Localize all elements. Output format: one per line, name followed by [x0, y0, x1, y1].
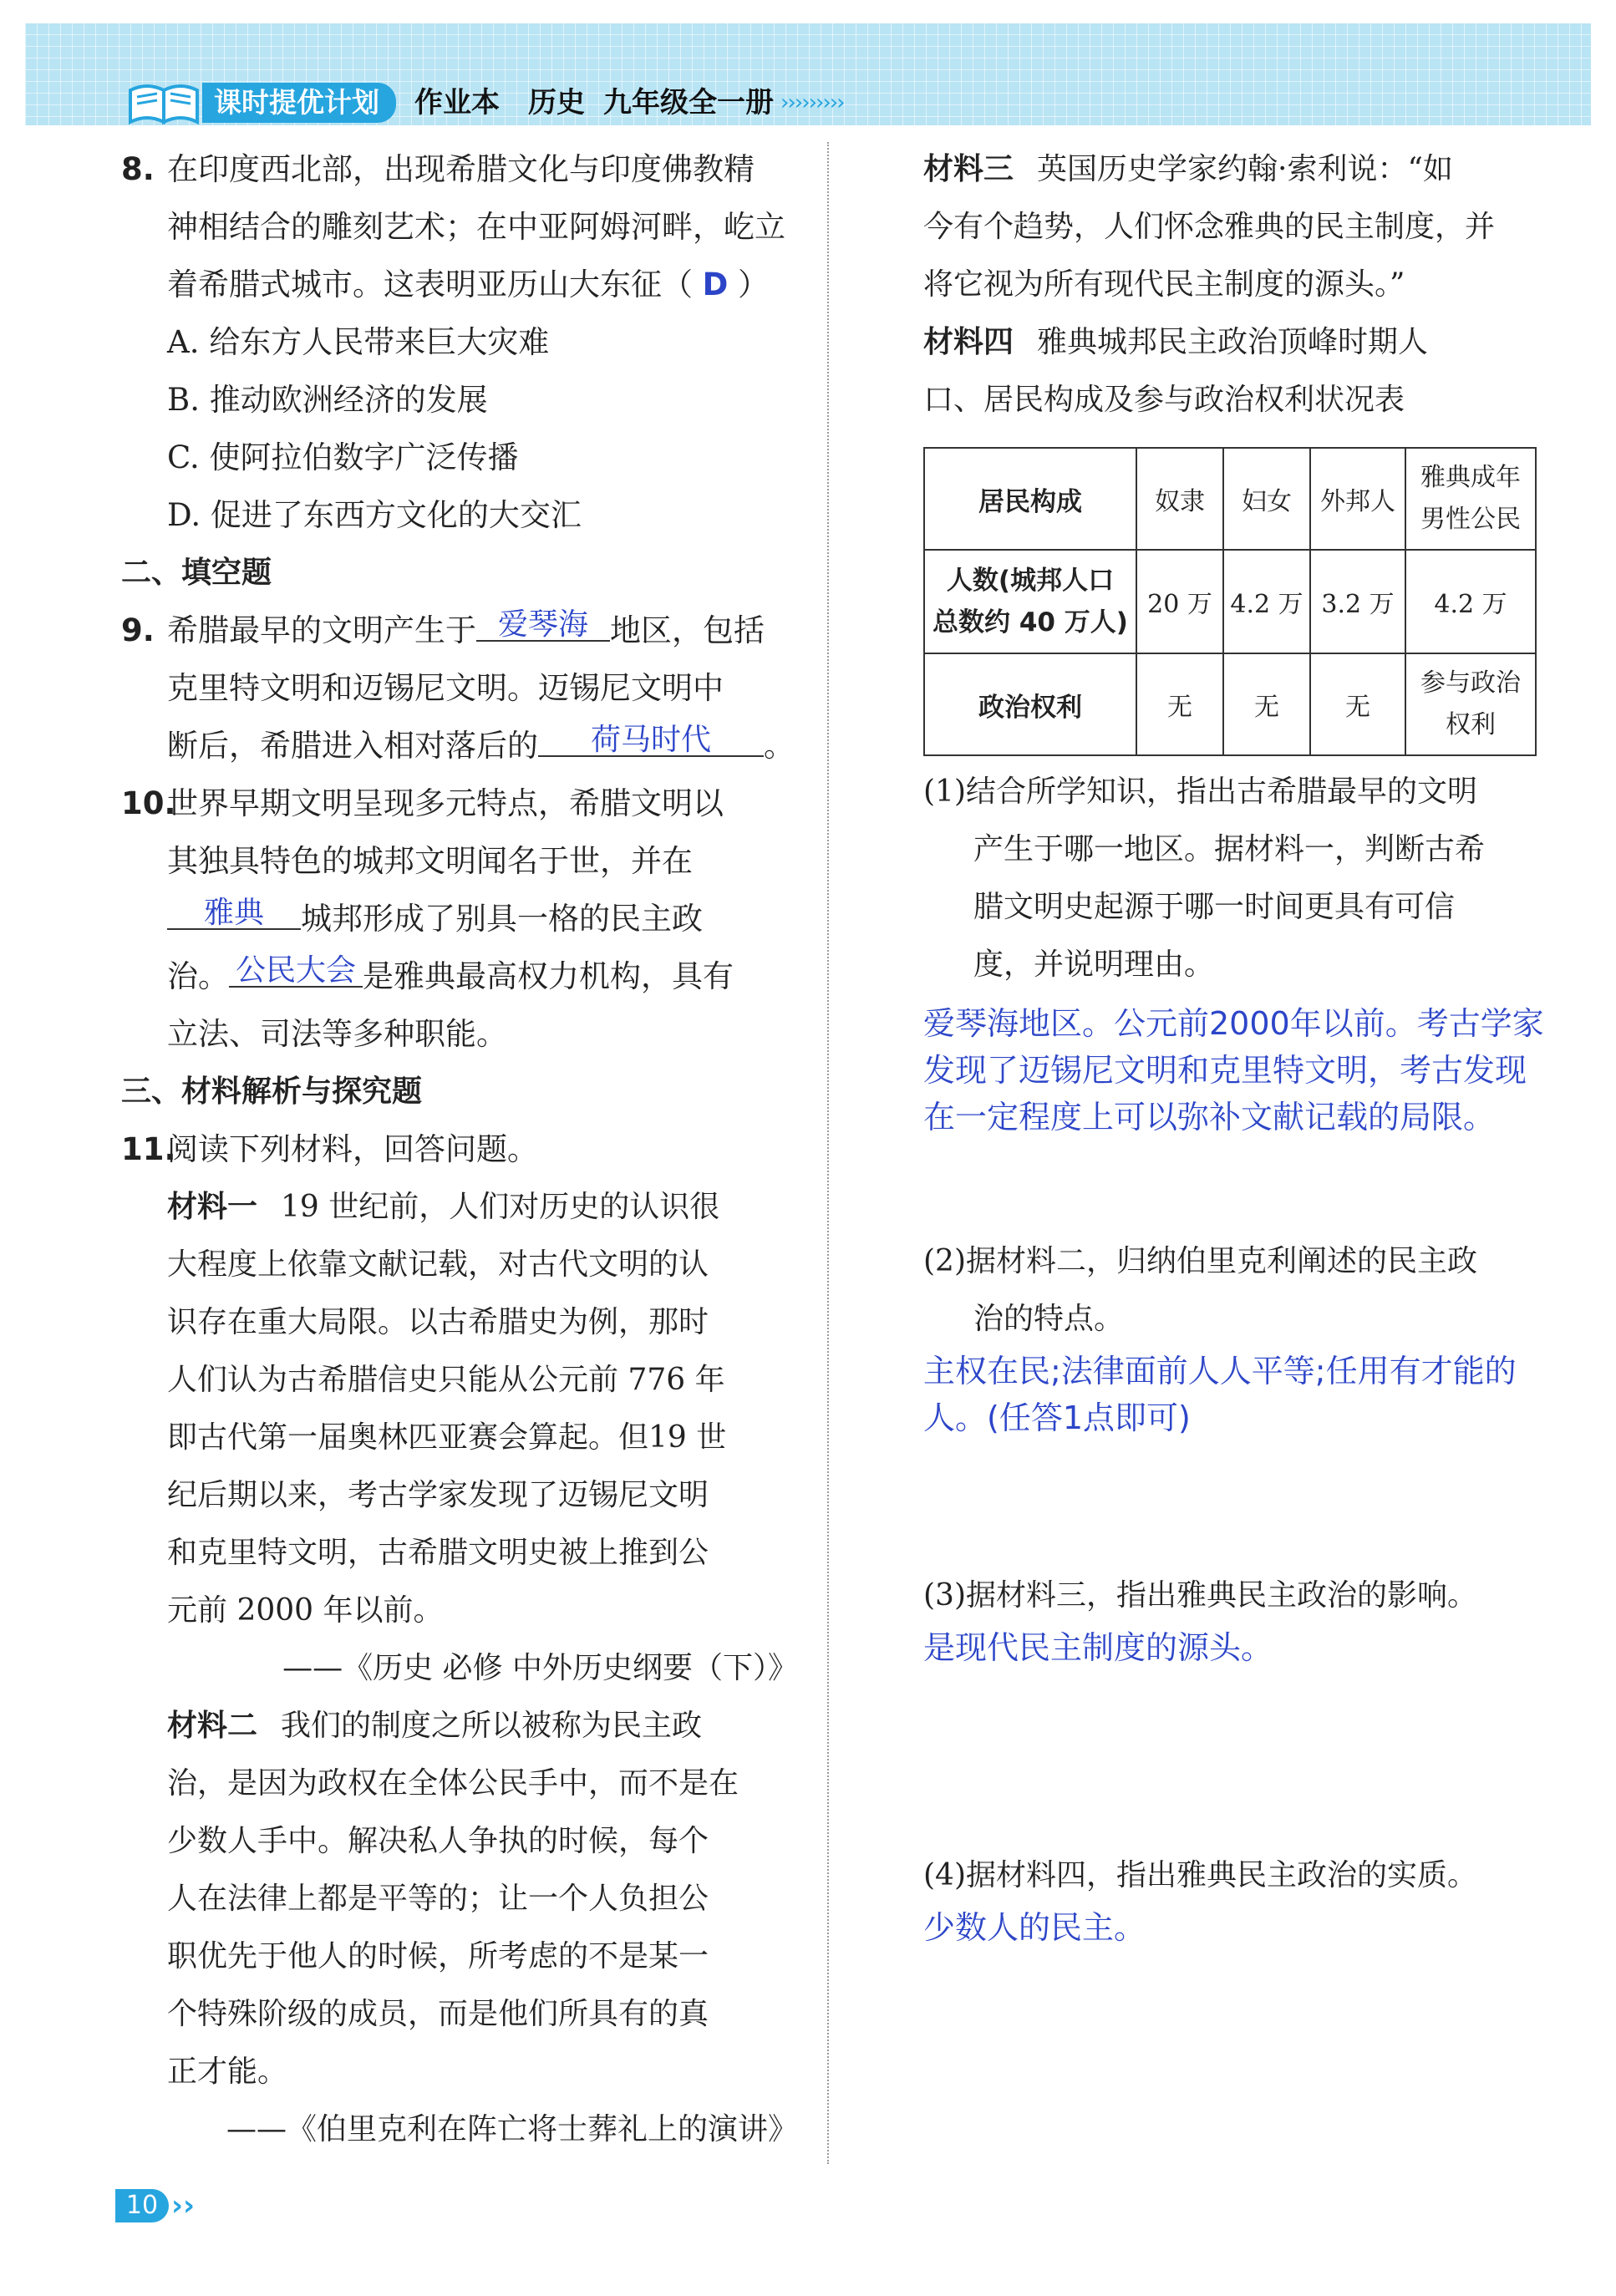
- page-number-chevrons: ››: [171, 2189, 196, 2222]
- handwritten-answer: 人。(任答1点即可): [923, 1399, 1191, 1436]
- material-text: 正才能。: [167, 2055, 288, 2089]
- sub-question-4: [923, 1846, 1575, 1951]
- question-text: 阅读下列材料，回答问题。: [167, 1131, 538, 1167]
- question-8: [121, 140, 798, 544]
- material-label: 材料三: [923, 152, 1014, 186]
- sub-question-text: 产生于哪一地区。据材料一，判断古希: [973, 832, 1486, 866]
- fill-blank: [476, 602, 610, 642]
- cell-line: 人数(城邦人口: [946, 566, 1115, 596]
- sub-question-1: [923, 763, 1575, 1140]
- question-text: 立法、司法等多种职能。: [167, 1016, 507, 1052]
- fill-blank: [538, 717, 764, 757]
- table-cell: 无: [1223, 653, 1310, 755]
- question-number: 11.: [121, 1131, 176, 1167]
- section-heading-fill-in: 二、填空题: [121, 556, 272, 590]
- material-source: ——《伯里克利在阵亡将士葬礼上的演讲》: [226, 2112, 798, 2146]
- handwritten-answer: 主权在民;法律面前人人平等;任用有才能的: [923, 1353, 1517, 1389]
- blank-answer: 雅典: [203, 896, 264, 930]
- material-text: 和克里特文明，古希腊文明史被上推到公: [167, 1536, 709, 1570]
- table-row: [924, 448, 1536, 550]
- subject-label: 历史: [528, 86, 585, 119]
- table-header-cell: 奴隶: [1136, 448, 1223, 550]
- blank-answer: 荷马时代: [590, 723, 711, 757]
- question-text: 神相结合的雕刻艺术；在中亚阿姆河畔，屹立: [167, 209, 785, 245]
- section-heading-material-analysis: 三、材料解析与探究题: [121, 1074, 423, 1109]
- material-text: 纪后期以来，考古学家发现了迈锡尼文明: [167, 1478, 709, 1512]
- question-11-materials: [121, 1120, 798, 2158]
- question-9: [121, 602, 798, 775]
- material-text: 大程度上依靠文献记载，对古代文明的认: [167, 1247, 709, 1282]
- book-type: 作业本: [414, 86, 500, 119]
- table-header-cell: [1405, 448, 1536, 550]
- table-row-header: 政治权利: [924, 653, 1136, 755]
- material-source: ——《历史 必修 中外历史纲要（下）》: [282, 1651, 798, 1685]
- table-header-cell: 外邦人: [1310, 448, 1405, 550]
- table-cell: 无: [1310, 653, 1405, 755]
- sub-question-text: (3)据材料三，指出雅典民主政治的影响。: [923, 1578, 1477, 1613]
- table-row: [924, 550, 1536, 653]
- page-number: 10: [115, 2189, 169, 2222]
- handwritten-answer: 少数人的民主。: [923, 1909, 1146, 1946]
- table-cell: 3.2 万: [1310, 550, 1405, 653]
- cell-line: 参与政治: [1420, 668, 1521, 698]
- material-text: 治，是因为政权在全体公民手中，而不是在: [167, 1766, 739, 1801]
- material-text: 人们认为古希腊信史只能从公元前 776 年: [167, 1363, 725, 1397]
- right-column: [923, 140, 1575, 1951]
- table-cell: 20 万: [1136, 550, 1223, 653]
- material-text: 少数人手中。解决私人争执的时候，每个: [167, 1824, 709, 1858]
- table-header-cell: 居民构成: [924, 448, 1136, 550]
- question-text: 着希腊式城市。这表明亚历山大东征（: [167, 267, 693, 302]
- question-number: 8.: [121, 151, 155, 187]
- question-number: 9.: [121, 612, 155, 648]
- header-title-bar: [125, 84, 1011, 122]
- fill-blank: [229, 947, 363, 988]
- question-text: 希腊最早的文明产生于: [167, 612, 476, 648]
- page-header: [0, 0, 1616, 125]
- brand-label: 课时提优计划: [202, 83, 396, 123]
- material-label: 材料一: [167, 1190, 258, 1224]
- question-text: 。: [764, 728, 795, 764]
- population-table: [923, 447, 1537, 756]
- question-10: [121, 775, 798, 1063]
- grade-label: 九年级全一册: [603, 86, 774, 119]
- sub-question-2: [923, 1232, 1575, 1441]
- material-label: 材料四: [923, 325, 1014, 359]
- material-text: 元前 2000 年以前。: [167, 1593, 444, 1628]
- question-text: 是雅典最高权力机构，具有: [363, 958, 734, 994]
- paren-close: ）: [738, 267, 769, 302]
- sub-question-text: 治的特点。: [973, 1302, 1125, 1336]
- material-text: 今有个趋势，人们怀念雅典的民主制度，并: [923, 210, 1496, 244]
- question-text: 克里特文明和迈锡尼文明。迈锡尼文明中: [167, 670, 724, 706]
- cell-line: 权利: [1446, 710, 1496, 739]
- material-text: 即古代第一届奥林匹亚赛会算起。但19 世: [167, 1420, 727, 1455]
- material-text: 英国历史学家约翰·索利说：“如: [1037, 152, 1453, 186]
- material-text: 职优先于他人的时候，所考虑的不是某一: [167, 1939, 709, 1973]
- material-text: 识存在重大局限。以古希腊史为例，那时: [167, 1305, 709, 1339]
- question-text: 地区，包括: [610, 612, 765, 648]
- option-b: B. 推动欧洲经济的发展: [167, 382, 488, 418]
- blank-answer: 公民大会: [235, 953, 356, 988]
- left-column: [121, 140, 798, 2158]
- handwritten-answer: 是现代民主制度的源头。: [923, 1629, 1273, 1666]
- question-text: 城邦形成了别具一格的民主政: [301, 901, 703, 937]
- option-c: C. 使阿拉伯数字广泛传播: [167, 439, 519, 475]
- sub-question-text: (4)据材料四，指出雅典民主政治的实质。: [923, 1858, 1477, 1892]
- material-text: 我们的制度之所以被称为民主政: [281, 1709, 703, 1743]
- question-text: 在印度西北部，出现希腊文化与印度佛教精: [167, 151, 755, 187]
- option-d: D. 促进了东西方文化的大交汇: [167, 497, 582, 533]
- material-text: 雅典城邦民主政治顶峰时期人: [1037, 325, 1429, 359]
- material-text: 人在法律上都是平等的；让一个人负担公: [167, 1882, 709, 1916]
- answer-choice: D: [702, 267, 729, 302]
- handwritten-answer: 发现了迈锡尼文明和克里特文明，考古发现: [923, 1052, 1527, 1089]
- header-chevrons: ›››››››››: [780, 90, 844, 115]
- cell-line: 总数约 40 万人): [933, 607, 1128, 637]
- blank-answer: 爱琴海: [497, 607, 588, 642]
- sub-question-text: 度，并说明理由。: [973, 947, 1215, 982]
- table-row: [924, 653, 1536, 755]
- sub-question-text: (2)据材料二，归纳伯里克利阐述的民主政: [923, 1244, 1477, 1278]
- handwritten-answer: 在一定程度上可以弥补文献记载的局限。: [923, 1099, 1496, 1135]
- question-text: 其独具特色的城邦文明闻名于世，并在: [167, 843, 693, 879]
- material-text: 个特殊阶级的成员，而是他们所具有的真: [167, 1997, 709, 2031]
- question-text: 断后，希腊进入相对落后的: [167, 728, 538, 764]
- cell-line: 雅典成年: [1420, 463, 1521, 492]
- table-cell: 4.2 万: [1405, 550, 1536, 653]
- table-header-cell: 妇女: [1223, 448, 1310, 550]
- table-row-header: [924, 550, 1136, 653]
- table-cell: [1405, 653, 1536, 755]
- column-divider: [827, 142, 829, 2164]
- sub-question-text: 腊文明史起源于哪一时间更具有可信: [973, 890, 1456, 924]
- question-text: 治。: [167, 958, 229, 994]
- question-text: 世界早期文明呈现多元特点，希腊文明以: [167, 785, 724, 821]
- fill-blank: [167, 890, 301, 930]
- material-label: 材料二: [167, 1709, 258, 1743]
- table-cell: 4.2 万: [1223, 550, 1310, 653]
- material-text: 口、居民构成及参与政治权利状况表: [923, 383, 1405, 417]
- material-text: 19 世纪前，人们对历史的认识很: [281, 1190, 720, 1224]
- question-number: 10.: [121, 785, 176, 821]
- handwritten-answer: 爱琴海地区。公元前2000年以前。考古学家: [923, 1005, 1544, 1042]
- material-text: 将它视为所有现代民主制度的源头。”: [923, 267, 1405, 302]
- sub-question-text: (1)结合所学知识，指出古希腊最早的文明: [923, 775, 1477, 809]
- sub-question-3: [923, 1567, 1575, 1671]
- option-a: A. 给东方人民带来巨大灾难: [167, 324, 550, 360]
- table-cell: 无: [1136, 653, 1223, 755]
- cell-line: 男性公民: [1420, 505, 1521, 534]
